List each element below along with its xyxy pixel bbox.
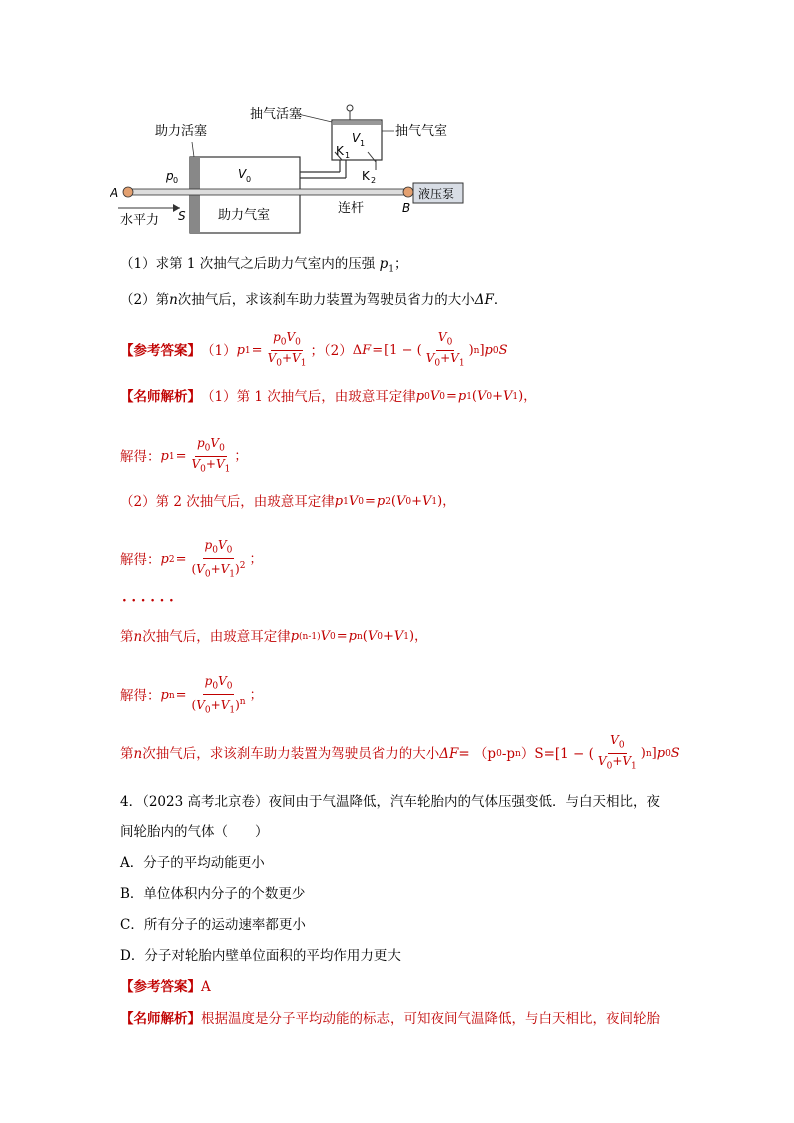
label-hydraulic-pump: 液压泵: [418, 187, 455, 201]
analysis-1: 【名师解析】 （1）第 1 次抽气后，由玻意耳定律 p 0 V 0 = p 1 ( V 0 + V 1 )，: [120, 389, 537, 405]
label-K1: K: [336, 144, 344, 158]
question-4-line-2: 间轮胎内的气体（ ）: [120, 824, 269, 840]
analysis-n: 第 n 次抽气后，由玻意耳定律 p (n-1) V 0 = p n ( V 0 + V 1 )，: [120, 629, 428, 645]
ellipsis-dots: · · · · · ·: [122, 593, 174, 609]
question-1: （1）求第 1 次抽气之后助力气室内的压强 $p_1$；: [120, 256, 408, 275]
label-B: B: [402, 201, 411, 215]
label-assist-chamber: 助力气室: [218, 208, 271, 223]
label-A: A: [110, 186, 119, 200]
label-V0-sub: 0: [246, 175, 252, 184]
analysis-2: （2）第 2 次抽气后，由玻意耳定律 p 1 V 0 = p 2 ( V 0 + V 1 )，: [120, 494, 456, 510]
label-V1: V: [352, 131, 361, 145]
label-pump-chamber: 抽气气室: [395, 124, 448, 139]
answer-4: 【参考答案】A: [120, 979, 211, 995]
label-pump-piston: 抽气活塞: [250, 107, 303, 122]
solve-n: 解得： p n = $\frac{p_0V_0}{(V_0+V_1)^n}$ ；: [120, 674, 263, 716]
label-p0-sub: 0: [173, 176, 179, 185]
label-assist-piston: 助力活塞: [155, 124, 208, 139]
subscript: 1: [388, 264, 394, 275]
analysis-final: 第 n 次抽气后，求该刹车助力装置为驾驶员省力的大小 ΔF = （p 0 -p n ）S=[1 − ( $\frac{V_0}{V_0+V_1}$ ) n ] p 0 S: [120, 733, 680, 772]
brake-assist-diagram: [110, 100, 480, 235]
solve-2: 解得： p 2 = $\frac{p_0V_0}{(V_0+V_1)^2}$ ；: [120, 538, 263, 580]
label-K2-sub: 2: [371, 176, 377, 185]
reference-answer: 【参考答案】 （1） p 1 = $\frac{p_0V_0}{V_0+V_1}$ ；（2） Δ F = [1 − ( $\frac{V_0}{V_0+V_1}$ ) n ] p 0 S: [120, 330, 507, 372]
answer-eq-2: Δ F = [1 − ( $\frac{V_0}{V_0+V_1}$ ) n ] p 0 S: [352, 330, 508, 369]
label-K1-sub: 1: [345, 151, 351, 160]
label-V1-sub: 1: [360, 139, 366, 148]
solve-1: 解得： p 1 = $\frac{p_0V_0}{V_0+V_1}$ ；: [120, 436, 248, 475]
label-V0: V: [238, 167, 247, 181]
label-S: S: [178, 209, 186, 223]
option-c: C．所有分子的运动速率都更小: [120, 917, 306, 933]
option-a: A．分子的平均动能更小: [120, 855, 265, 871]
answer-eq-1: p 1 = $\frac{p_0V_0}{V_0+V_1}$: [236, 330, 307, 369]
label-p0: p: [166, 169, 174, 183]
label-K2: K: [362, 169, 370, 183]
question-4-line-1: 4．（2023 高考北京卷）夜间由于气温降低，汽车轮胎内的气体压强变低．与白天相比，夜: [120, 794, 660, 810]
label-rod: 连杆: [338, 201, 365, 216]
option-b: B．单位体积内分子的个数更少: [120, 886, 306, 902]
analysis-4: 【名师解析】根据温度是分子平均动能的标志，可知夜间气温降低，与白天相比，夜间轮胎: [120, 1011, 660, 1027]
question-2: （2）第n次抽气后，求该刹车助力装置为驾驶员省力的大小ΔF．: [120, 292, 508, 308]
label-force: 水平力: [120, 213, 160, 228]
option-d: D．分子对轮胎内壁单位面积的平均作用力更大: [120, 948, 401, 964]
